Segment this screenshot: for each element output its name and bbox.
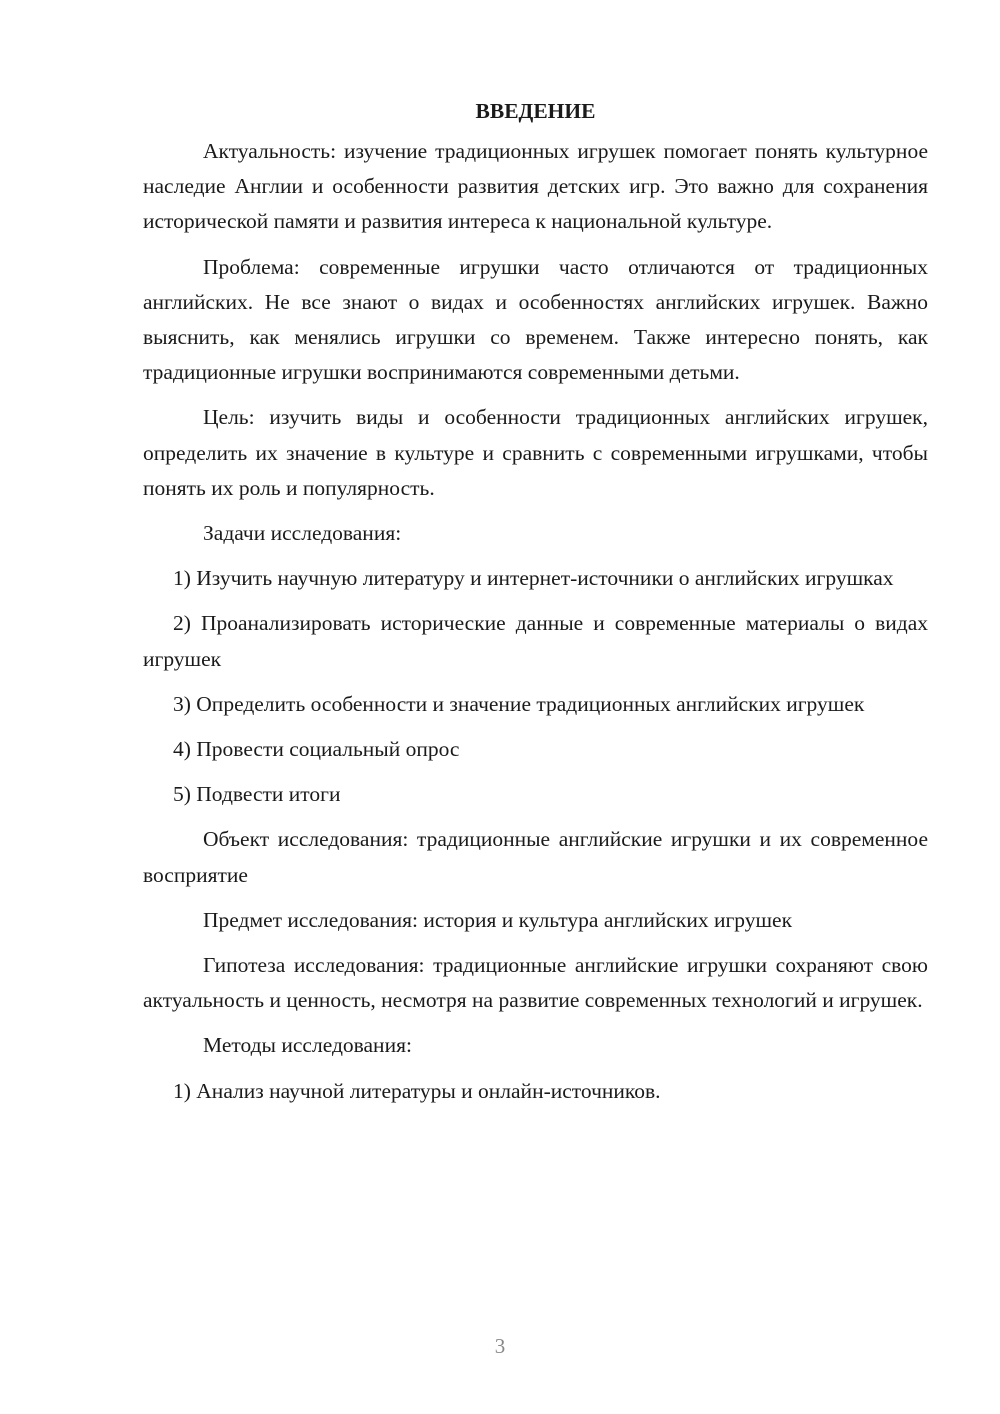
object-paragraph: Объект исследования: традиционные английские игрушки и их современное восприятие [143,827,928,887]
methods-heading: Методы исследования: [203,1033,412,1058]
hypothesis-paragraph: Гипотеза исследования: традиционные английские игрушки сохраняют свою актуальность и ценность, несмотря на развитие современных технологий и игрушек. [143,953,928,1013]
problem-paragraph: Проблема: современные игрушки часто отличаются от традиционных английских. Не все знают о видах и особенностях английских игрушек. Важно выяснить, как менялись игрушки со временем. Также интересно понять, как традиционные игрушки воспринимаются современными детьми. [143,254,928,385]
page-number: 3 [494,1334,506,1358]
method-item-1: 1) Анализ научной литературы и онлайн-источников. [173,1078,661,1103]
relevance-paragraph: Актуальность: изучение традиционных игрушек помогает понять культурное наследие Англии и особенности развития детских игр. Это важно для сохранения исторической памяти и развития интереса к национальной культуре. [143,139,928,234]
task-item-2: 2) Проанализировать исторические данные и современные материалы о видах игрушек [143,611,928,671]
document-page [143,96,928,1119]
task-item-1: 1) Изучить научную литературу и интернет-источники о английских игрушках [173,566,894,591]
tasks-heading: Задачи исследования: [203,521,402,546]
task-item-4: 4) Провести социальный опрос [173,737,460,762]
task-item-3: 3) Определить особенности и значение традиционных английских игрушек [173,691,865,716]
subject-paragraph: Предмет исследования: история и культура английских игрушек [203,907,793,932]
goal-paragraph: Цель: изучить виды и особенности традиционных английских игрушек, определить их значение в культуре и сравнить с современными игрушками, чтобы понять их роль и популярность. [143,405,928,500]
task-item-5: 5) Подвести итоги [173,782,341,807]
section-heading: ВВЕДЕНИЕ [475,99,596,123]
